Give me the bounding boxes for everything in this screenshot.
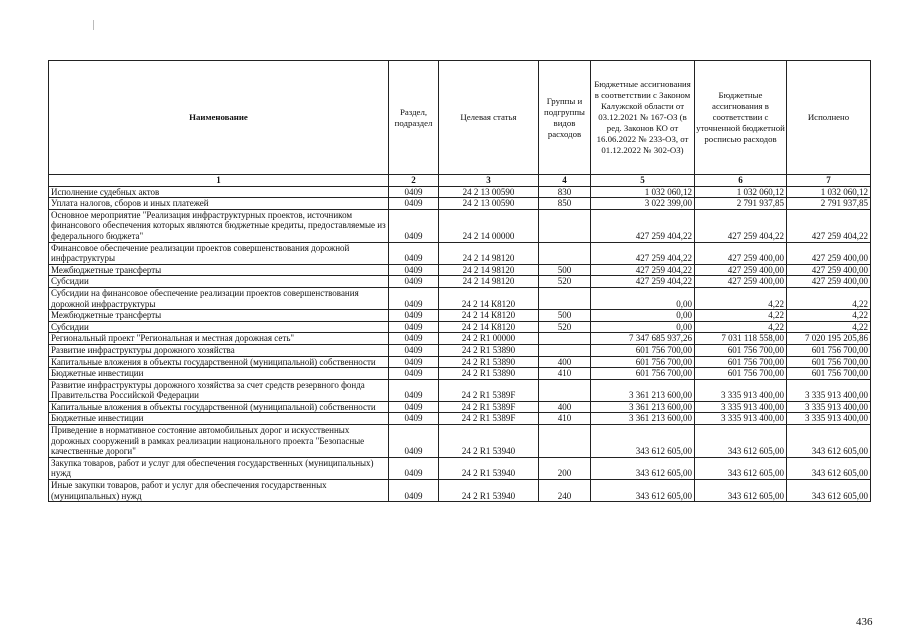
row-name: Приведение в нормативное состояние автомобильных дорог и искусственных дорожных сооружений в рамках реализации национального проекта "Безопасные качественные дороги" [49,425,389,458]
row-name: Бюджетные инвестиции [49,413,389,425]
row-group: 500 [539,264,591,276]
row-section: 0409 [389,242,439,264]
table-row [49,480,871,502]
row-refined-allocation: 343 612 605,00 [695,480,787,502]
row-law-allocation: 427 259 404,22 [591,242,695,264]
row-refined-allocation: 2 791 937,85 [695,198,787,210]
row-law-allocation: 427 259 404,22 [591,276,695,288]
row-group: 410 [539,413,591,425]
row-article: 24 2 R1 53890 [439,344,539,356]
row-article: 24 2 R1 5389F [439,401,539,413]
row-article: 24 2 R1 53890 [439,368,539,380]
row-section: 0409 [389,356,439,368]
row-group [539,242,591,264]
table-row [49,379,871,401]
row-article: 24 2 14 98120 [439,264,539,276]
column-number: 4 [539,175,591,187]
row-executed: 1 032 060,12 [787,186,871,198]
row-article: 24 2 14 К8120 [439,287,539,309]
column-number: 7 [787,175,871,187]
row-group [539,333,591,345]
row-refined-allocation: 601 756 700,00 [695,356,787,368]
row-name: Бюджетные инвестиции [49,368,389,380]
row-group [539,209,591,242]
row-executed: 343 612 605,00 [787,480,871,502]
row-name: Субсидии на финансовое обеспечение реализации проектов совершенствования дорожной инфраструктуры [49,287,389,309]
row-executed: 3 335 913 400,00 [787,401,871,413]
row-name: Закупка товаров, работ и услуг для обеспечения государственных (муниципальных) нужд [49,457,389,479]
row-name: Основное мероприятие "Реализация инфраструктурных проектов, источником финансового обеспечения которых являются бюджетные кредиты, предоставляемые из федерального бюджета" [49,209,389,242]
row-group [539,425,591,458]
row-group [539,287,591,309]
row-law-allocation: 0,00 [591,321,695,333]
row-article: 24 2 14 98120 [439,276,539,288]
row-law-allocation: 7 347 685 937,26 [591,333,695,345]
row-refined-allocation: 3 335 913 400,00 [695,413,787,425]
row-section: 0409 [389,333,439,345]
header-name: Наименование [49,61,389,175]
page-number: 436 [856,616,873,628]
header-article: Целевая статья [439,61,539,175]
row-section: 0409 [389,310,439,322]
row-law-allocation: 1 032 060,12 [591,186,695,198]
table-row [49,287,871,309]
row-name: Иные закупки товаров, работ и услуг для обеспечения государственных (муниципальных) нужд [49,480,389,502]
table-row [49,333,871,345]
row-section: 0409 [389,368,439,380]
column-number: 6 [695,175,787,187]
header-law-allocations: Бюджетные ассигнования в соответствии с Законом Калужской области от 03.12.2021 № 167-ОЗ (в ред. Законов КО от 16.06.2022 № 233-ОЗ, от 01.12.2022 № 302-ОЗ) [591,61,695,175]
column-number: 1 [49,175,389,187]
row-law-allocation: 601 756 700,00 [591,344,695,356]
row-name: Межбюджетные трансферты [49,310,389,322]
row-refined-allocation: 601 756 700,00 [695,368,787,380]
row-executed: 427 259 400,00 [787,276,871,288]
scan-mark [93,20,94,30]
row-executed: 4,22 [787,287,871,309]
row-section: 0409 [389,198,439,210]
row-article: 24 2 R1 53940 [439,480,539,502]
table-row [49,276,871,288]
header-section: Раздел, подраздел [389,61,439,175]
row-executed: 601 756 700,00 [787,356,871,368]
row-group: 850 [539,198,591,210]
row-article: 24 2 14 00000 [439,209,539,242]
table-row [49,368,871,380]
row-group [539,379,591,401]
row-refined-allocation: 427 259 400,00 [695,264,787,276]
row-executed: 427 259 404,22 [787,209,871,242]
row-section: 0409 [389,276,439,288]
row-group: 410 [539,368,591,380]
row-refined-allocation: 1 032 060,12 [695,186,787,198]
row-group: 200 [539,457,591,479]
row-refined-allocation: 343 612 605,00 [695,457,787,479]
row-refined-allocation: 427 259 404,22 [695,209,787,242]
row-group: 240 [539,480,591,502]
table-row [49,198,871,210]
row-name: Развитие инфраструктуры дорожного хозяйства за счет средств резервного фонда Правительства Российской Федерации [49,379,389,401]
row-executed: 343 612 605,00 [787,457,871,479]
table-row [49,264,871,276]
row-section: 0409 [389,264,439,276]
row-law-allocation: 343 612 605,00 [591,457,695,479]
row-article: 24 2 R1 5389F [439,413,539,425]
row-executed: 7 020 195 205,86 [787,333,871,345]
row-section: 0409 [389,321,439,333]
table-row [49,401,871,413]
row-name: Региональный проект "Региональная и местная дорожная сеть" [49,333,389,345]
header-executed: Исполнено [787,61,871,175]
table-row [49,242,871,264]
row-executed: 3 335 913 400,00 [787,413,871,425]
row-name: Капитальные вложения в объекты государственной (муниципальной) собственности [49,356,389,368]
row-executed: 2 791 937,85 [787,198,871,210]
row-section: 0409 [389,186,439,198]
row-law-allocation: 427 259 404,22 [591,209,695,242]
row-article: 24 2 R1 5389F [439,379,539,401]
row-article: 24 2 13 00590 [439,198,539,210]
row-group [539,344,591,356]
row-name: Исполнение судебных актов [49,186,389,198]
row-name: Уплата налогов, сборов и иных платежей [49,198,389,210]
row-executed: 601 756 700,00 [787,344,871,356]
table-row [49,413,871,425]
row-law-allocation: 3 361 213 600,00 [591,413,695,425]
row-refined-allocation: 601 756 700,00 [695,344,787,356]
header-refined-allocations: Бюджетные ассигнования в соответствии с уточненной бюджетной росписью расходов [695,61,787,175]
row-section: 0409 [389,425,439,458]
row-section: 0409 [389,379,439,401]
row-law-allocation: 0,00 [591,310,695,322]
row-refined-allocation: 3 335 913 400,00 [695,401,787,413]
row-executed: 427 259 400,00 [787,242,871,264]
row-law-allocation: 3 022 399,00 [591,198,695,210]
row-refined-allocation: 343 612 605,00 [695,425,787,458]
row-article: 24 2 14 К8120 [439,321,539,333]
row-group: 520 [539,276,591,288]
row-group: 400 [539,356,591,368]
table-row [49,425,871,458]
row-section: 0409 [389,401,439,413]
row-article: 24 2 R1 00000 [439,333,539,345]
row-group: 520 [539,321,591,333]
row-law-allocation: 3 361 213 600,00 [591,379,695,401]
row-section: 0409 [389,457,439,479]
row-name: Капитальные вложения в объекты государственной (муниципальной) собственности [49,401,389,413]
budget-table [48,60,871,502]
row-article: 24 2 14 К8120 [439,310,539,322]
row-group: 500 [539,310,591,322]
row-name: Субсидии [49,276,389,288]
row-refined-allocation: 4,22 [695,321,787,333]
row-law-allocation: 601 756 700,00 [591,356,695,368]
column-number: 3 [439,175,539,187]
table-row [49,356,871,368]
row-name: Финансовое обеспечение реализации проектов совершенствования дорожной инфраструктуры [49,242,389,264]
row-article: 24 2 R1 53890 [439,356,539,368]
row-article: 24 2 14 98120 [439,242,539,264]
table-row [49,344,871,356]
row-law-allocation: 427 259 404,22 [591,264,695,276]
row-refined-allocation: 4,22 [695,287,787,309]
row-executed: 4,22 [787,310,871,322]
row-refined-allocation: 7 031 118 558,00 [695,333,787,345]
row-executed: 427 259 400,00 [787,264,871,276]
table-header-row [49,61,871,175]
row-executed: 601 756 700,00 [787,368,871,380]
table-row [49,321,871,333]
row-executed: 4,22 [787,321,871,333]
row-article: 24 2 13 00590 [439,186,539,198]
column-number: 2 [389,175,439,187]
row-group: 400 [539,401,591,413]
row-section: 0409 [389,480,439,502]
row-name: Межбюджетные трансферты [49,264,389,276]
table-row [49,457,871,479]
row-executed: 3 335 913 400,00 [787,379,871,401]
row-section: 0409 [389,344,439,356]
row-article: 24 2 R1 53940 [439,425,539,458]
row-executed: 343 612 605,00 [787,425,871,458]
table-row [49,186,871,198]
row-refined-allocation: 427 259 400,00 [695,276,787,288]
column-number: 5 [591,175,695,187]
row-name: Развитие инфраструктуры дорожного хозяйства [49,344,389,356]
row-section: 0409 [389,209,439,242]
row-article: 24 2 R1 53940 [439,457,539,479]
table-row [49,310,871,322]
row-name: Субсидии [49,321,389,333]
row-refined-allocation: 4,22 [695,310,787,322]
row-law-allocation: 3 361 213 600,00 [591,401,695,413]
row-section: 0409 [389,413,439,425]
row-law-allocation: 601 756 700,00 [591,368,695,380]
row-refined-allocation: 3 335 913 400,00 [695,379,787,401]
table-row [49,209,871,242]
row-section: 0409 [389,287,439,309]
row-law-allocation: 343 612 605,00 [591,425,695,458]
row-law-allocation: 0,00 [591,287,695,309]
row-refined-allocation: 427 259 400,00 [695,242,787,264]
column-number-row [49,175,871,187]
header-groups: Группы и подгруппы видов расходов [539,61,591,175]
row-group: 830 [539,186,591,198]
row-law-allocation: 343 612 605,00 [591,480,695,502]
